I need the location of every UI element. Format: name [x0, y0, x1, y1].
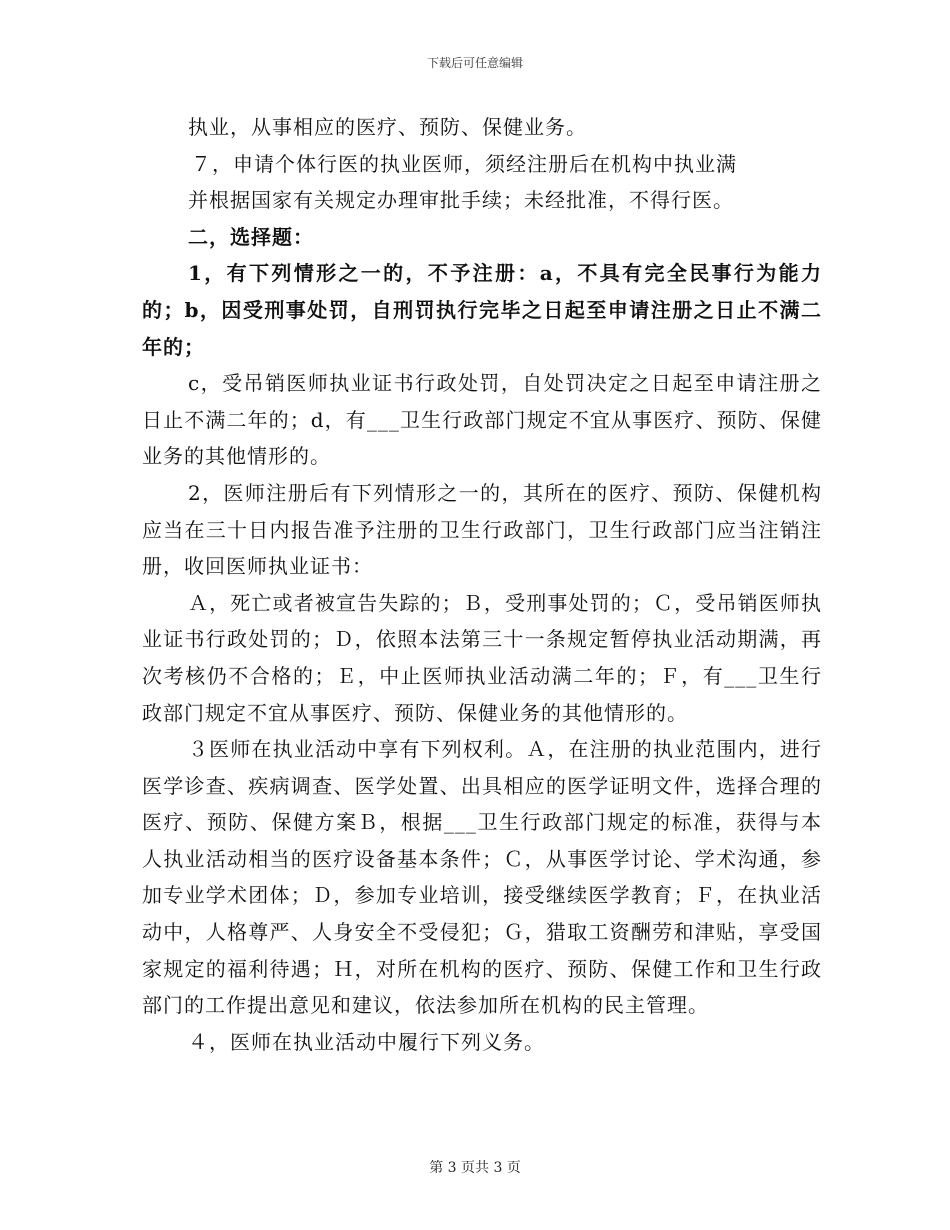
paragraph-approval: 并根据国家有关规定办理审批手续；未经批准，不得行医。: [188, 188, 734, 213]
paragraph-practice: 执业，从事相应的医疗、预防、保健业务。: [188, 115, 587, 139]
question-4: ４，医师在执业活动中履行下列义务。: [188, 1029, 545, 1054]
page-header-note: 下载后可任意编辑: [426, 56, 523, 70]
paragraph-item-7: ７，申请个体行医的执业医师，须经注册后在机构中执业满: [191, 151, 737, 176]
question-2: 2，医师注册后有下列情形之一的，其所在的医疗、预防、保健机构应当在三十日内报告准予注册的卫生行政部门，卫生行政部门应当注销注册，收回医师执业证书：: [142, 480, 822, 579]
question-1-continued: c，受吊销医师执业证书行政处罚，自处罚决定之日起至申请注册之日止不满二年的；d，有___卫生行政部门规定不宜从事医疗、预防、保健业务的其他情形的。: [142, 371, 822, 469]
section-heading-choice: 二，选择题：: [188, 224, 314, 249]
question-3: ３医师在执业活动中享有下列权利。Ａ，在注册的执业范围内，进行医学诊查、疾病调查、医学处置、出具相应的医学证明文件，选择合理的医疗、预防、保健方案Ｂ，根据___卫生行政部门规定的标准，获得与本人执业活动相当的医疗设备基本条件；Ｃ，从事医学讨论、学术沟通，参加专业学术团体；Ｄ，参加专业培训，接受继续医学教育；Ｆ，在执业活动中，人格尊严、人身安全不受侵犯；Ｇ，猎取工资酬劳和津贴，享受国家规定的福利待遇；Ｈ，对所在机构的医疗、预防、保健工作和卫生行政部门的工作提出意见和建议，依法参加所在机构的民主管理。: [142, 737, 822, 1018]
page-number-footer: 第 3 页共 3 页: [429, 1160, 521, 1176]
question-1: 1，有下列情形之一的，不予注册：a，不具有完全民事行为能力的；b，因受刑事处罚，自刑罚执行完毕之日起至申请注册之日止不满二年的；: [142, 261, 822, 359]
question-2-options: Ａ，死亡或者被宣告失踪的；Ｂ，受刑事处罚的；Ｃ，受吊销医师执业证书行政处罚的；Ｄ，依照本法第三十一条规定暂停执业活动期满，再次考核仍不合格的；Ｅ，中止医师执业活动满二年的；Ｆ，有___卫生行政部门规定不宜从事医疗、预防、保健业务的其他情形的。: [142, 590, 822, 725]
document-body: [142, 109, 822, 1060]
